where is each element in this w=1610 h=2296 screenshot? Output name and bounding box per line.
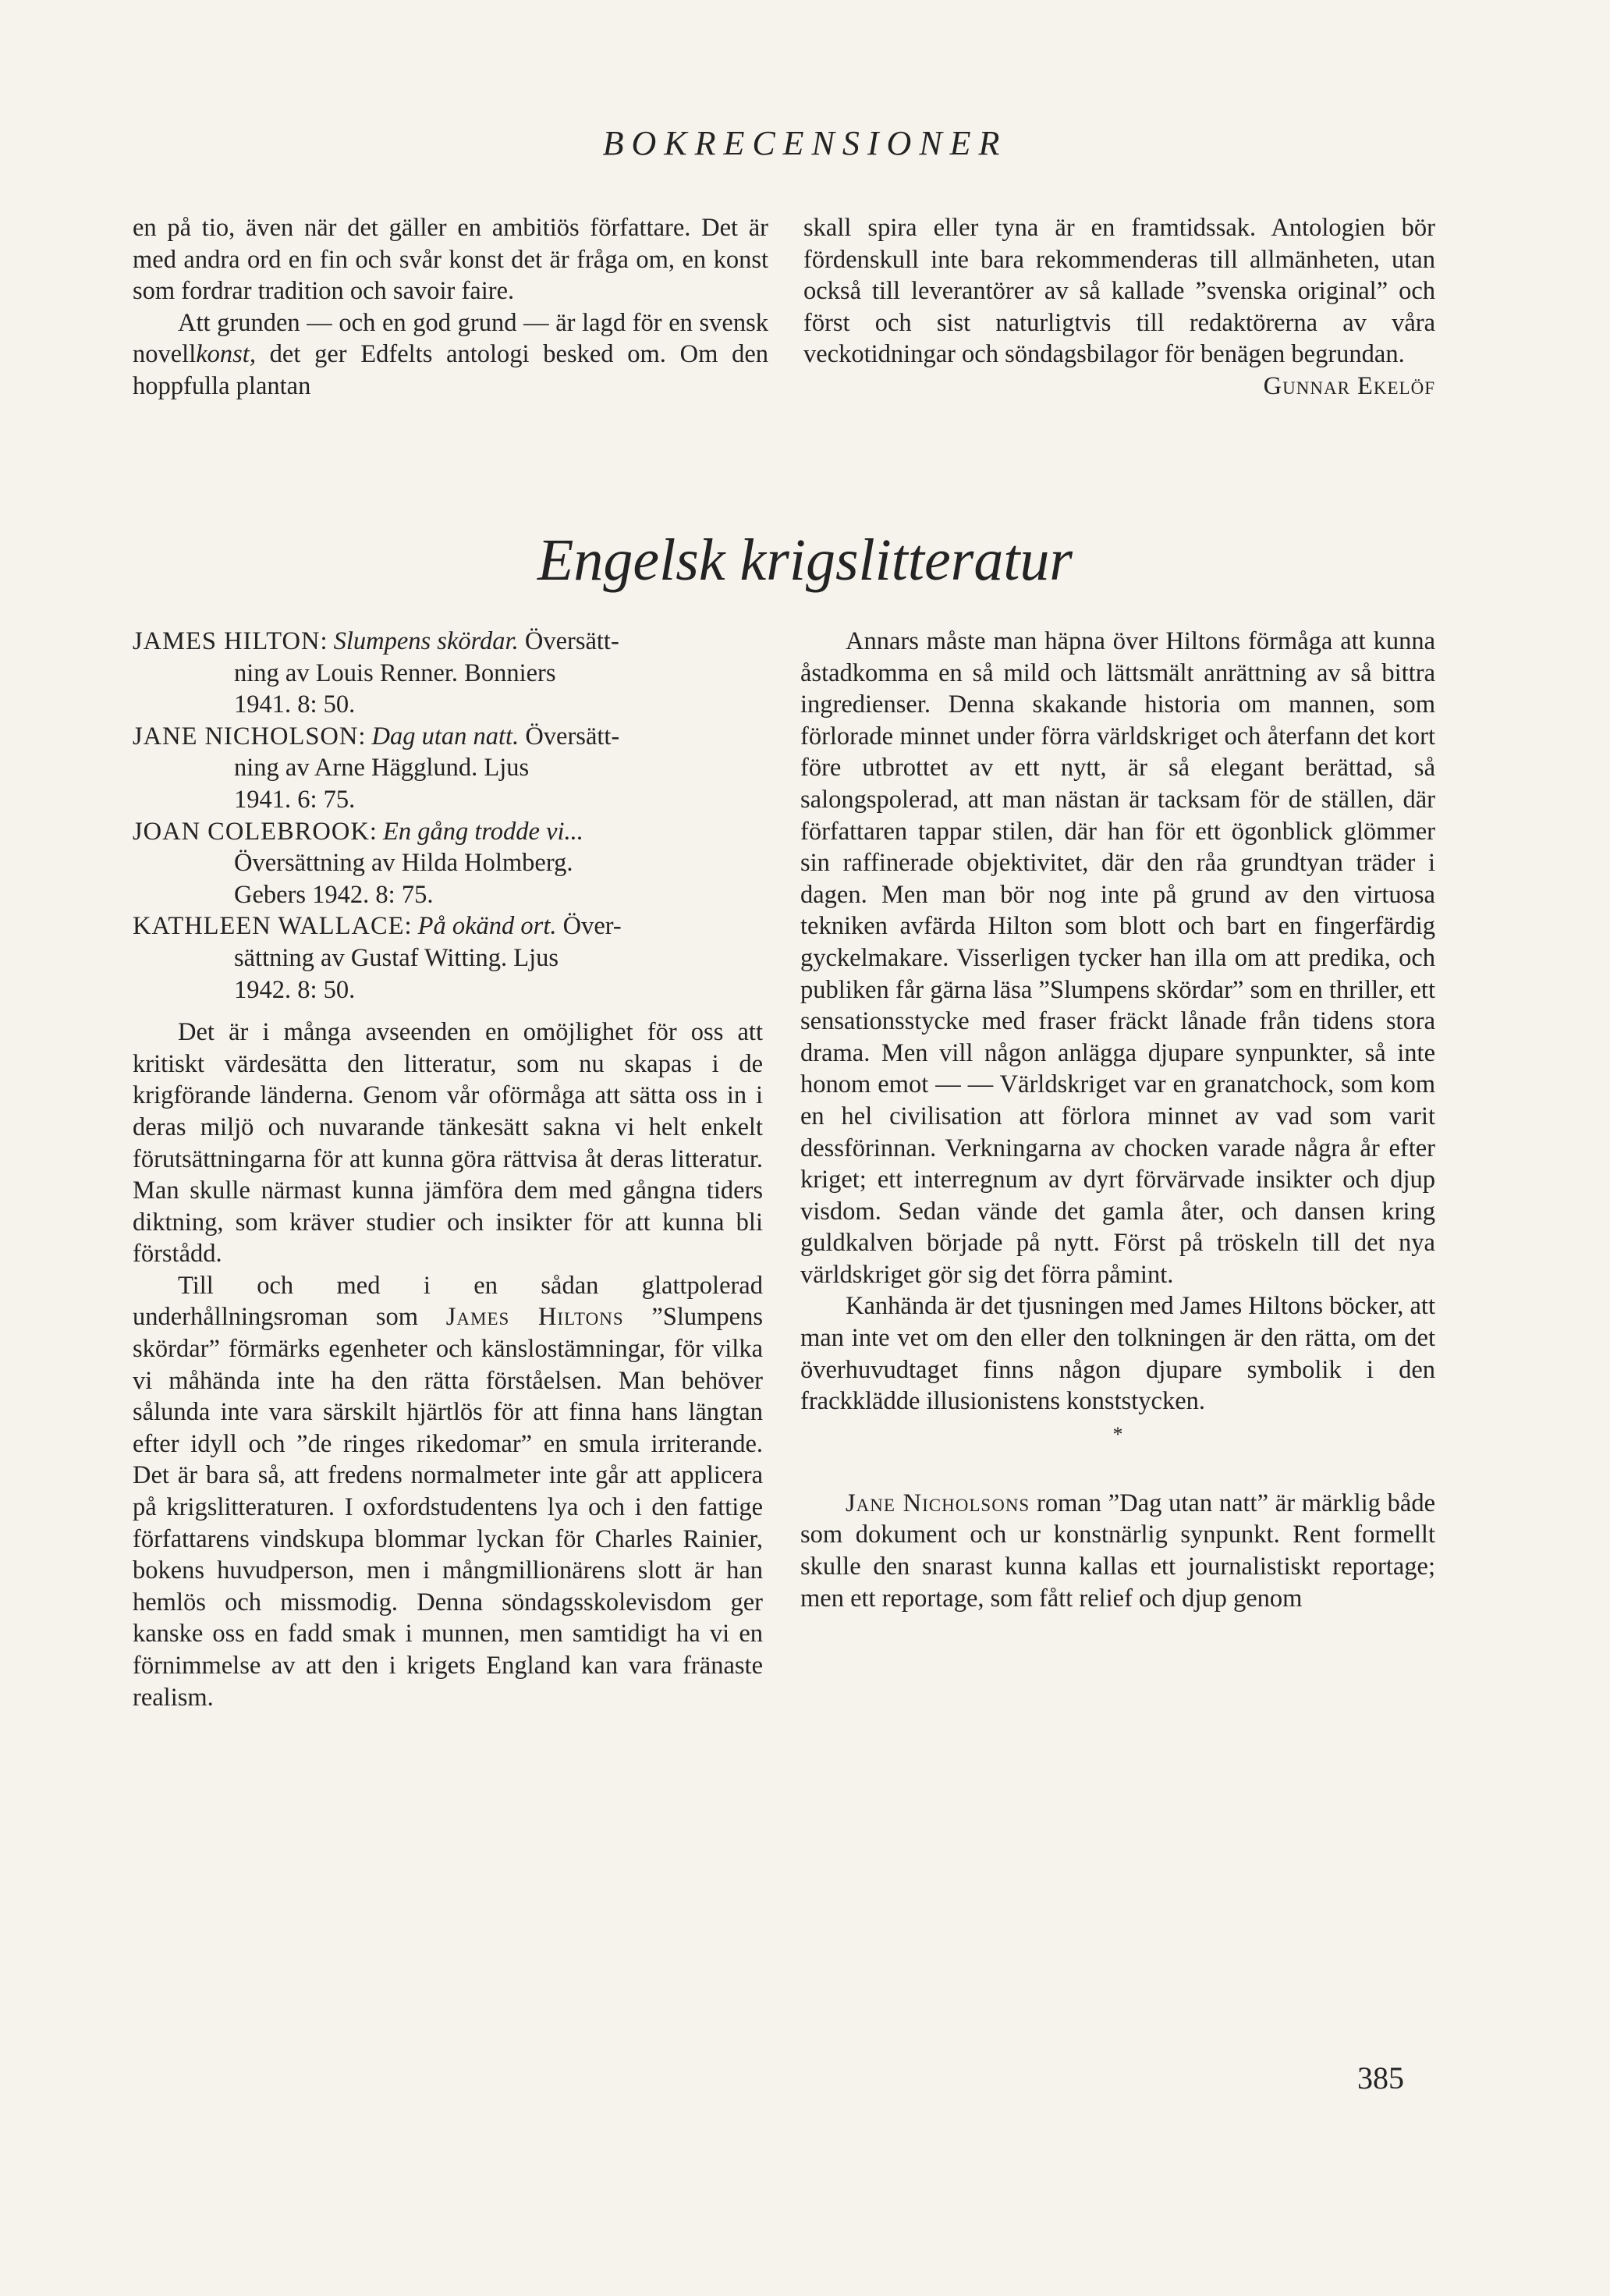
- running-head: BOKRECENSIONER: [602, 124, 1008, 162]
- book-author: JAMES HILTON: [133, 627, 321, 655]
- bibliography: [133, 626, 763, 1006]
- paragraph: Jane Nicholsons roman ”Dag utan natt” är märklig både som dokument och ur konstnärlig synpunkt. Rent formellt skulle den snarast kunna kallas ett journalistiskt reportage; men ett reportage, som fått relief och djup genom: [800, 1489, 1435, 1613]
- book-entry: KATHLEEN WALLACE: På okänd ort. Över- sättning av Gustaf Witting. Ljus 1942. 8: 50.: [133, 912, 622, 1004]
- author-name: James Hiltons: [445, 1303, 624, 1332]
- page-number: 385: [1357, 2060, 1404, 2095]
- paragraph: Kanhända är det tjusningen med James Hiltons böcker, att man inte vet om den eller den tolkningen är den rätta, om det överhuvudtaget finns någon djupare symbolik i den frackklädde illusionistens konststycken.: [800, 1292, 1435, 1416]
- book-entry: JAMES HILTON: Slumpens skördar. Översätt- ning av Louis Renner. Bonniers 1941. 8: 50.: [133, 627, 619, 719]
- paragraph: Annars måste man häpna över Hiltons förmåga att kunna åstadkomma en så mild och lättsmält anrättning av så bittra ingredienser. Denna skakande historia om mannen, som förlorade minnet under förra världskriget och återfann det kort före utbrottet av ett nytt, är så elegant berättad, så salongspolerad, att man nästan är tacksam för de ställen, där författaren tappar stilen, där han för ett ögonblick glömmer sin raffinerade objektivitet, där den råa grundtyan träder i dagen. Men man bör nog inte på grund av den virtuosa tekniken avfärda Hilton som blott och bart en fingerfärdig gyckelmakare. Visserligen tycker han illa om att predika, och publiken får gärna läsa ”Slumpens skördar” som en thriller, ett sensationsstycke med fraser fräckt lånade från tidens stora drama. Men vill någon anlägga djupare synpunkter, så inte honom emot — — Världskriget var en granatchock, som kom en hel civilisation att förlora minnet av vad som varit dessförinnan. Verkningarna av chocken varade några år efter kriget; ett interregnum av dyrt förvärvade insikter och djup visdom. Sedan vände det gamla åter, och dansen kring guldkalven började på nytt. Först på tröskeln till det nya världskriget gör sig det förra påmint.: [800, 627, 1435, 1289]
- review-continuation-right: [803, 212, 1435, 403]
- paragraph: Det är i många avseenden en omöjlighet för oss att kritiskt värdesätta den litteratur, som nu skapas i de krigförande länderna. Genom vår oförmåga att sätta oss in i deras miljö och nuvarande tänkesätt sakna vi helt enkelt förutsättningarna för att kunna göra rättvisa åt deras litteratur. Man skulle närmast kunna jämföra dem med gångna tiders diktning, som kräver studier och insikter för att kunna bli förstådd.: [133, 1018, 763, 1269]
- book-author: KATHLEEN WALLACE: [133, 912, 405, 941]
- book-author: JANE NICHOLSON: [133, 722, 359, 751]
- review-continuation-left: [133, 212, 768, 403]
- paragraph: skall spira eller tyna är en framtidssak. Antologien bör fördenskull inte bara rekommenderas till allmänheten, utan också till leverantörer av så kallade ”svenska original” och först och sist naturligtvis till redaktörerna av våra veckotidningar och söndagsbilagor för benägen begrundan. Gunnar Ekelöf: [803, 212, 1435, 371]
- article-left-column: [133, 626, 763, 1713]
- article-right-column: [800, 626, 1435, 1614]
- author-name: Jane Nicholsons: [846, 1489, 1030, 1517]
- section-separator: *: [1112, 1422, 1123, 1446]
- paragraph: Till och med i en sådan glattpolerad underhållningsroman som James Hiltons ”Slumpens skördar” förmärks egenheter och känslostämningar, för vilka vi måhända inte ha den rätta förståelsen. Man behöver sålunda inte vara särskilt hjärtlös för att finna hans längtan efter idyll och ”de ringes rikedomar” en smula irriterande. Det är bara så, att fredens normalmeter inte går att applicera på krigslitteraturen. I oxfordstudentens lya och i den fattige författarens vindskupa blommar lyckan för Charles Rainier, bokens huvudperson, men i mångmillionärens slott är han hemlös och missmodig. Denna söndagsskolevisdom ger kanske oss en fadd smak i munnen, men samtidigt ha vi en förnimmelse av att den i krigets England kan vara fränaste realism.: [133, 1271, 763, 1712]
- book-author: JOAN COLEBROOK: [133, 817, 370, 846]
- article-title: Engelsk krigslitteratur: [537, 527, 1073, 593]
- book-title: Dag utan natt.: [371, 722, 520, 751]
- book-title: Slumpens skördar.: [333, 627, 519, 655]
- paragraph: en på tio, även när det gäller en ambitiös författare. Det är med andra ord en fin och svår konst det är fråga om, en konst som fordrar tradition och savoir faire.: [133, 214, 768, 306]
- book-entry: JOAN COLEBROOK: En gång trodde vi... Översättning av Hilda Holmberg. Gebers 1942. 8: 75.: [133, 817, 583, 909]
- book-entry: JANE NICHOLSON: Dag utan natt. Översätt- ning av Arne Hägglund. Ljus 1941. 6: 75.: [133, 722, 620, 814]
- book-title: En gång trodde vi...: [382, 817, 583, 846]
- reviewer-signature: Gunnar Ekelöf: [1263, 371, 1435, 400]
- paragraph: Att grunden — och en god grund — är lagd för en svensk novellkonst, det ger Edfelts antologi besked om. Om den hoppfulla plantan: [133, 308, 768, 400]
- book-title: På okänd ort.: [417, 912, 557, 941]
